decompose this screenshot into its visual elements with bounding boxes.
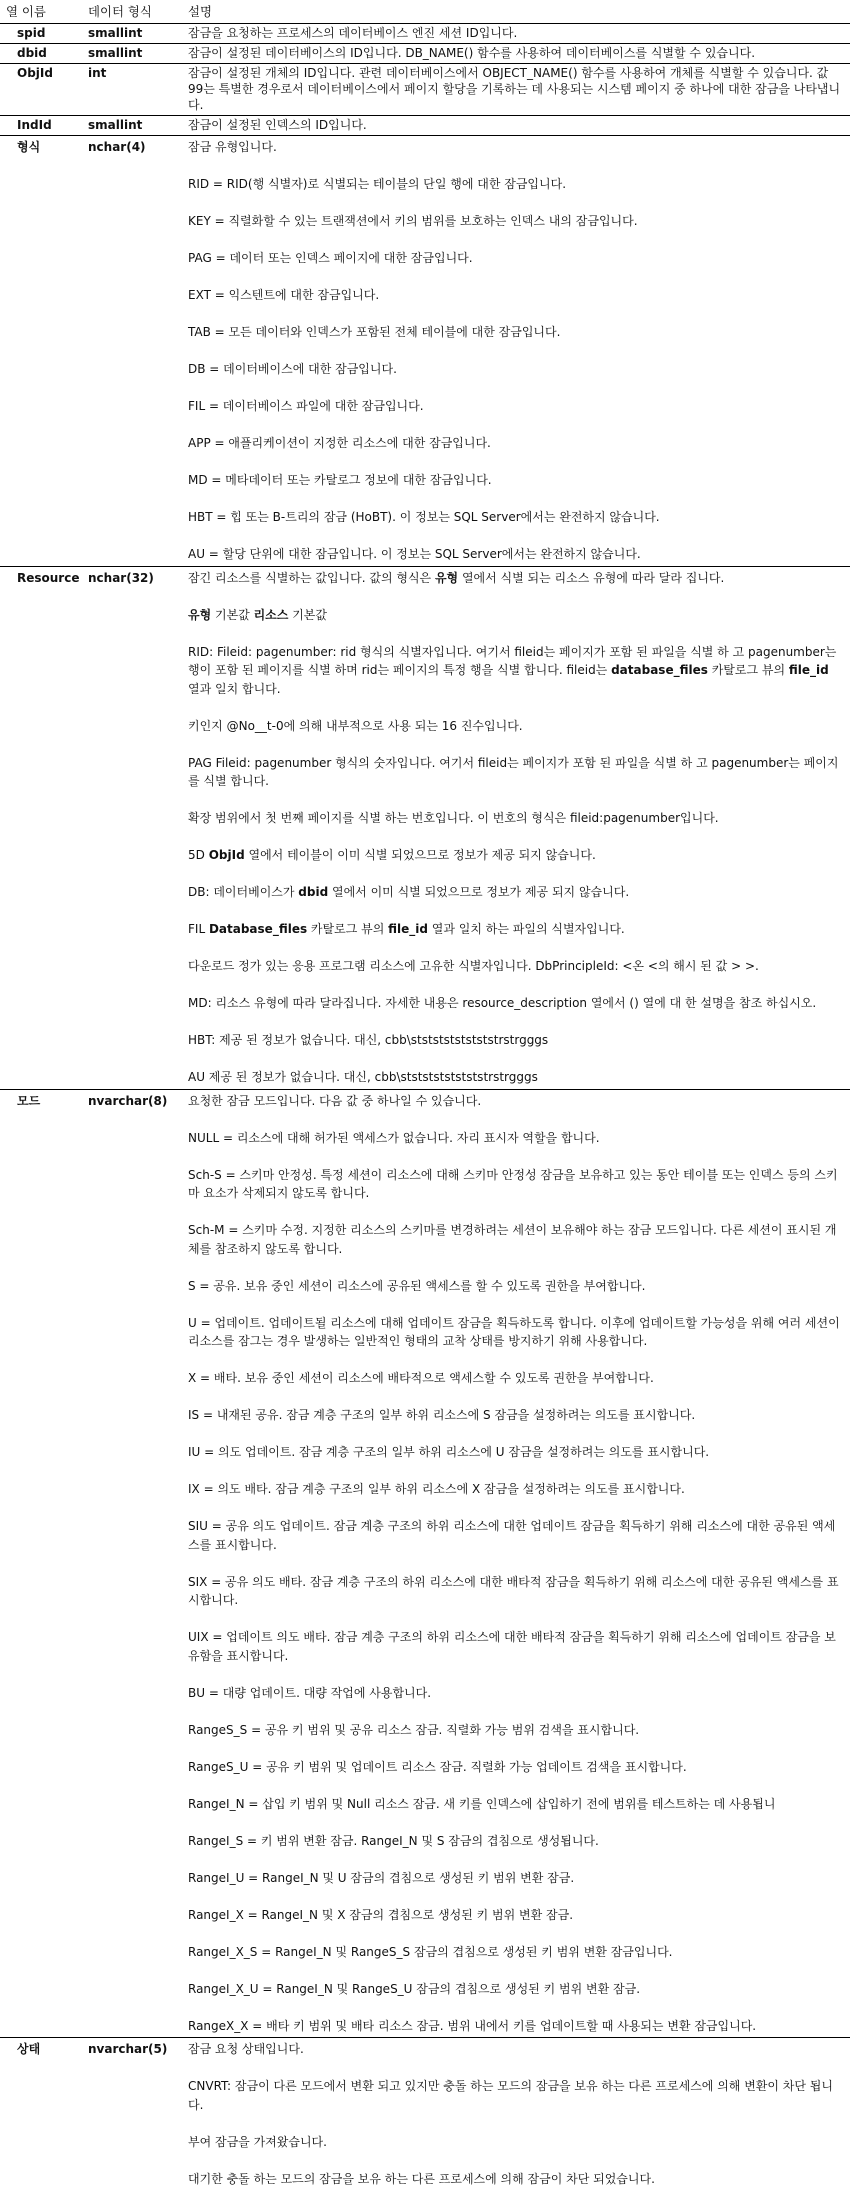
data-type: smallint [88,26,143,40]
desc-line: UIX = 업데이트 의도 배타. 잠금 계층 구조의 하위 리소스에 대한 배타적 잠금을 획득하기 위해 리소스에 업데이트 잠금을 보유함을 표시합니다. [188,1630,836,1663]
column-name: dbid [17,46,47,60]
table-row [0,2038,850,2191]
desc-line: FIL Database_files 카탈로그 뷰의 file_id 열과 일치 하는 파일의 식별자입니다. [188,922,625,936]
desc-line: RangeI_U = RangeI_N 및 U 잠금의 겹침으로 생성된 키 범위 변환 잠금. [188,1870,575,1885]
desc-line: Sch-M = 스키마 수정. 지정한 리소스의 스키마를 변경하려는 세션이 보유해야 하는 잠금 모드입니다. 다른 세션이 표시된 개체를 참조하지 않도록 합니다. [188,1223,837,1256]
desc-line: 잠긴 리소스를 식별하는 값입니다. 값의 형식은 유형 열에서 식별 되는 리소스 유형에 따라 달라 집니다. [188,570,725,585]
desc-line: X = 배타. 보유 중인 세션이 리소스에 배타적으로 액세스할 수 있도록 권한을 부여합니다. [188,1371,654,1385]
desc-line: MD: 리소스 유형에 따라 달라집니다. 자세한 내용은 resource_description 열에서 () 열에 대 한 설명을 참조 하십시오. [188,996,817,1010]
desc-line: 대기한 충돌 하는 모드의 잠금을 보유 하는 다른 프로세스에 의해 잠금이 차단 되었습니다. [188,2171,655,2186]
desc-line: 키인지 @No__t-0에 의해 내부적으로 사용 되는 16 진수입니다. [188,718,523,733]
column-name: Resource [17,570,80,585]
description [182,136,850,567]
desc-line: U = 업데이트. 업데이트될 리소스에 대해 업데이트 잠금을 획득하도록 합니다. 이후에 업데이트할 가능성을 위해 여러 세션이 리소스를 잠그는 경우 발생하는 일반적인 형태의 교착 상태를 방지하기 위해 사용합니다. [188,1315,840,1348]
desc-line: IS = 내재된 공유. 잠금 계층 구조의 일부 하위 리소스에 S 잠금을 설정하려는 의도를 표시합니다. [188,1408,696,1422]
table-row [0,566,850,1089]
desc-line: 부여 잠금을 가져왔습니다. [188,2134,327,2149]
data-type: nchar(32) [88,570,154,585]
header-data-type: 데이터 형식 [88,4,152,19]
table-header [0,0,850,24]
desc-line: APP = 애플리케이션이 지정한 리소스에 대한 잠금입니다. [188,436,491,450]
desc-line: 잠금 유형입니다. [188,140,277,154]
desc-line: RangeI_N = 삽입 키 범위 및 Null 리소스 잠금. 새 키를 인덱스에 삽입하기 전에 범위를 테스트하는 데 사용됩니 [188,1796,776,1811]
description: 잠금이 설정된 개체의 ID입니다. 관련 데이터베이스에서 OBJECT_NAME() 함수를 사용하여 개체를 식별할 수 있습니다. 값 99는 특별한 경우로서 데이터베이스에서 페이지 할당을 기록하는 데 사용되는 시스템 페이지 중 하나에 대한 잠금을 나타냅니다. [188,66,841,112]
desc-line: NULL = 리소스에 대해 허가된 액세스가 없습니다. 자리 표시자 역할을 합니다. [188,1130,600,1145]
desc-line: AU 제공 된 정보가 없습니다. 대신, cbb\ststststststststrstrgggs [188,1070,538,1084]
table-row [0,44,850,64]
desc-line: S = 공유. 보유 중인 세션이 리소스에 공유된 액세스를 할 수 있도록 권한을 부여합니다. [188,1278,646,1293]
data-type: smallint [88,46,143,60]
column-name: 형식 [17,140,41,154]
data-type: nvarchar(8) [88,1093,168,1108]
desc-line: SIX = 공유 의도 배타. 잠금 계층 구조의 하위 리소스에 대한 배타적 잠금을 획득하기 위해 리소스에 대한 공유된 액세스를 표시합니다. [188,1574,839,1607]
desc-line: RangeX_X = 배타 키 범위 및 배타 리소스 잠금. 범위 내에서 키를 업데이트할 때 사용되는 변환 잠금입니다. [188,2018,757,2033]
description: 잠금이 설정된 인덱스의 ID입니다. [188,118,367,132]
desc-line: IU = 의도 업데이트. 잠금 계층 구조의 일부 하위 리소스에 U 잠금을 설정하려는 의도를 표시합니다. [188,1445,710,1459]
header-description: 설명 [188,4,212,19]
description: 잠금이 설정된 데이터베이스의 ID입니다. DB_NAME() 함수를 사용하여 데이터베이스를 식별할 수 있습니다. [188,46,756,60]
column-name: IndId [17,118,52,132]
desc-line: PAG Fileid: pagenumber 형식의 숫자입니다. 여기서 fileid는 페이지가 포함 된 파일을 식별 하 고 pagenumber는 페이지를 식별 합니다. [188,755,839,788]
desc-line: HBT = 힙 또는 B-트리의 잠금 (HoBT). 이 정보는 SQL Server에서는 완전하지 않습니다. [188,510,660,524]
desc-line: RID: Fileid: pagenumber: rid 형식의 식별자입니다. 여기서 fileid는 페이지가 포함 된 파일을 식별 하 고 pagenumber는 행이 포함 된 페이지를 식별 하며 rid는 페이지의 특정 행을 식별 합니다. fileid는 database_files 카탈로그 뷰의 file_id 열과 일치 합니다. [188,644,837,696]
desc-line: 확장 범위에서 첫 번째 페이지를 식별 하는 번호입니다. 이 번호의 형식은 fileid:pagenumber입니다. [188,811,719,825]
description [182,566,850,1089]
desc-line: RangeI_X_S = RangeI_N 및 RangeS_S 잠금의 겹침으로 생성된 키 범위 변환 잠금입니다. [188,1944,673,1959]
table-row [0,116,850,136]
description [182,2038,850,2191]
desc-line: CNVRT: 잠금이 다른 모드에서 변환 되고 있지만 충돌 하는 모드의 잠금을 보유 하는 다른 프로세스에 의해 변환이 차단 됩니다. [188,2079,833,2112]
description [182,1089,850,2038]
desc-line: DB = 데이터베이스에 대한 잠금입니다. [188,362,397,376]
header-column-name: 열 이름 [6,4,46,19]
desc-line: FIL = 데이터베이스 파일에 대한 잠금입니다. [188,399,424,413]
data-type: nvarchar(5) [88,2042,168,2056]
column-name: spid [17,26,46,40]
desc-line: HBT: 제공 된 정보가 없습니다. 대신, cbb\ststststststststrstrgggs [188,1033,549,1047]
description: 잠금을 요청하는 프로세스의 데이터베이스 엔진 세션 ID입니다. [188,26,518,40]
table-row [0,136,850,567]
desc-line: RangeS_S = 공유 키 범위 및 공유 리소스 잠금. 직렬화 가능 범위 검색을 표시합니다. [188,1722,640,1737]
table-row [0,1089,850,2038]
table-row [0,64,850,116]
desc-line: 다운로드 정가 있는 응용 프로그램 리소스에 고유한 식별자입니다. DbPrincipleId: <온 <의 해시 된 값 > >. [188,959,759,973]
data-type: nchar(4) [88,140,146,154]
column-name: ObjId [17,66,53,80]
desc-line: PAG = 데이터 또는 인덱스 페이지에 대한 잠금입니다. [188,251,473,265]
desc-line: RangeI_X = RangeI_N 및 X 잠금의 겹침으로 생성된 키 범위 변환 잠금. [188,1907,574,1922]
column-name: 모드 [17,1093,41,1108]
desc-line: TAB = 모든 데이터와 인덱스가 포함된 전체 테이블에 대한 잠금입니다. [188,325,561,339]
desc-line: MD = 메타데이터 또는 카탈로그 정보에 대한 잠금입니다. [188,473,492,487]
desc-line: BU = 대량 업데이트. 대량 작업에 사용합니다. [188,1685,432,1700]
desc-line: 잠금 요청 상태입니다. [188,2042,304,2056]
desc-line: 요청한 잠금 모드입니다. 다음 값 중 하나일 수 있습니다. [188,1093,482,1108]
desc-line: Sch-S = 스키마 안정성. 특정 세션이 리소스에 대해 스키마 안정성 잠금을 보유하고 있는 동안 테이블 또는 인덱스 등의 스키마 요소가 삭제되지 않도록 합니다. [188,1167,838,1200]
desc-line: 5D ObjId 열에서 테이블이 이미 식별 되었으므로 정보가 제공 되지 않습니다. [188,848,596,862]
desc-line: RangeI_S = 키 범위 변환 잠금. RangeI_N 및 S 잠금의 겹침으로 생성됩니다. [188,1833,599,1848]
desc-line: RID = RID(행 식별자)로 식별되는 테이블의 단일 행에 대한 잠금입니다. [188,177,567,191]
desc-line: DB: 데이터베이스가 dbid 열에서 이미 식별 되었으므로 정보가 제공 되지 않습니다. [188,885,630,899]
desc-line: IX = 의도 배타. 잠금 계층 구조의 일부 하위 리소스에 X 잠금을 설정하려는 의도를 표시합니다. [188,1482,685,1496]
table-row [0,24,850,44]
desc-line: 유형 기본값 리소스 기본값 [188,607,327,622]
desc-line: SIU = 공유 의도 업데이트. 잠금 계층 구조의 하위 리소스에 대한 업데이트 잠금을 획득하기 위해 리소스에 대한 공유된 액세스를 표시합니다. [188,1519,836,1552]
desc-line: RangeI_X_U = RangeI_N 및 RangeS_U 잠금의 겹침으로 생성된 키 범위 변환 잠금. [188,1981,641,1996]
data-type: int [88,66,107,80]
desc-line: EXT = 익스텐트에 대한 잠금입니다. [188,288,380,302]
desc-line: AU = 할당 단위에 대한 잠금입니다. 이 정보는 SQL Server에서는 완전하지 않습니다. [188,547,641,561]
desc-line: RangeS_U = 공유 키 범위 및 업데이트 리소스 잠금. 직렬화 가능 업데이트 검색을 표시합니다. [188,1759,687,1774]
desc-line: KEY = 직렬화할 수 있는 트랜잭션에서 키의 범위를 보호하는 인덱스 내의 잠금입니다. [188,214,638,228]
data-type: smallint [88,118,143,132]
column-name: 상태 [17,2042,41,2056]
